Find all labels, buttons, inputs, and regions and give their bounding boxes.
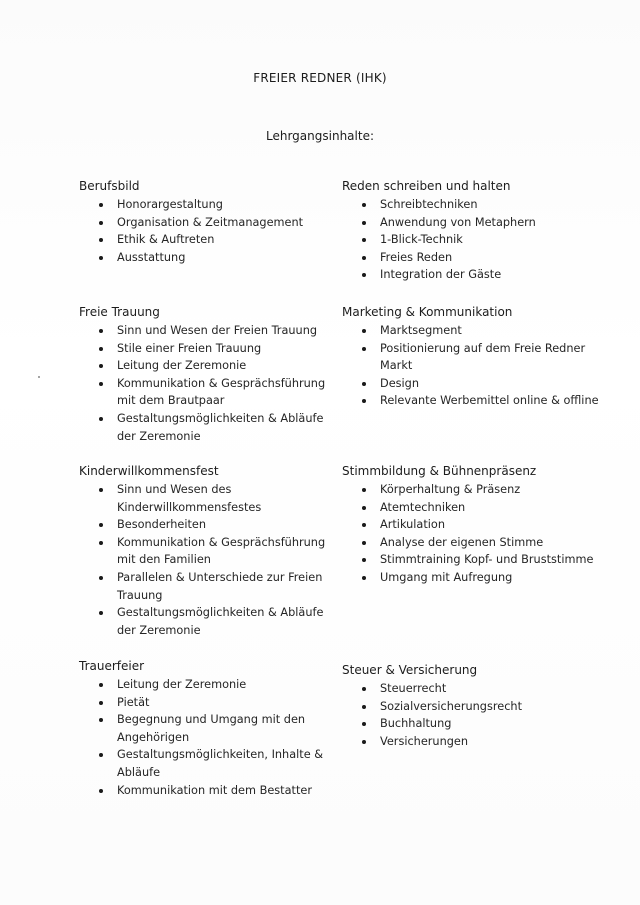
section-kinderwillkommensfest [79, 462, 334, 639]
section-heading: Berufsbild [79, 179, 140, 193]
list-item-text: Design [380, 376, 420, 390]
list-item-text: Marktsegment [380, 324, 462, 337]
list-item [79, 516, 334, 534]
bullet-icon [362, 256, 366, 260]
list-item [342, 266, 602, 284]
bullet-icon [99, 789, 103, 793]
list-item-text: Buchhaltung [380, 717, 452, 731]
bullet-list [79, 196, 334, 266]
list-item [342, 214, 602, 232]
bullet-icon [362, 705, 366, 709]
bullet-icon [99, 683, 103, 687]
list-item [79, 694, 334, 712]
list-item-text: Gestaltungsmöglichkeiten & Abläufe der Zeremonie [117, 411, 324, 443]
list-item [79, 357, 334, 375]
list-item [342, 551, 602, 569]
bullet-icon [99, 488, 103, 492]
document-subtitle: Lehrgangsinhalte: [266, 129, 374, 143]
list-item [79, 534, 334, 569]
bullet-icon [362, 687, 366, 691]
list-item-text: Gestaltungsmöglichkeiten & Abläufe der Zeremonie [117, 606, 324, 637]
section-reden-schreiben [342, 177, 602, 284]
section-marketing [342, 303, 602, 410]
list-item-text: Anwendung von Metaphern [380, 215, 536, 229]
section-berufsbild [79, 177, 334, 266]
bullet-icon [99, 718, 103, 722]
list-item [79, 410, 334, 445]
list-item-text: Leitung der Zeremonie [117, 359, 247, 373]
list-item-text: Besonderheiten [117, 518, 207, 532]
list-item [342, 392, 602, 410]
list-item [79, 322, 334, 340]
bullet-icon [362, 203, 366, 207]
bullet-icon [362, 506, 366, 510]
list-item-text: Schreibtechniken [380, 198, 478, 211]
list-item [342, 680, 602, 698]
list-item-text: Pietät [117, 695, 150, 709]
list-item [342, 534, 602, 552]
section-heading: Freie Trauung [79, 305, 160, 319]
list-item-text: Artikulation [380, 518, 445, 532]
bullet-list [342, 680, 602, 750]
bullet-icon [99, 701, 103, 705]
bullet-icon [362, 541, 366, 545]
list-item-text: Parallelen & Unterschiede zur Freien Trauung [117, 570, 323, 602]
bullet-icon [99, 753, 103, 757]
list-item [342, 516, 602, 534]
list-item [79, 782, 334, 800]
bullet-icon [99, 364, 103, 368]
list-item-text: Positionierung auf dem Freie Redner Markt [380, 341, 586, 373]
list-item [79, 711, 334, 746]
list-item-text: Gestaltungsmöglichkeiten, Inhalte & Abläufe [117, 748, 324, 779]
list-item [79, 676, 334, 694]
list-item-text: Umgang mit Aufregung [380, 570, 513, 584]
section-heading: Marketing & Kommunikation [342, 305, 513, 319]
section-heading: Stimmbildung & Bühnenpräsenz [342, 464, 537, 478]
list-item-text: Honorargestaltung [117, 198, 223, 211]
document-title: FREIER REDNER (IHK) [253, 71, 387, 85]
list-item [342, 249, 602, 267]
list-item [342, 196, 602, 214]
section-steuer [342, 661, 602, 750]
list-item-text: Kommunikation mit dem Bestatter [117, 783, 312, 797]
bullet-list [79, 481, 334, 639]
list-item [79, 231, 334, 249]
bullet-list [342, 322, 602, 410]
bullet-icon [99, 576, 103, 580]
bullet-icon [362, 523, 366, 527]
list-item [342, 715, 602, 733]
list-item-text: Organisation & Zeitmanagement [117, 215, 304, 229]
bullet-icon [99, 203, 103, 207]
list-item-text: Atemtechniken [380, 500, 466, 514]
list-item [342, 499, 602, 517]
bullet-icon [99, 382, 103, 386]
list-item [342, 569, 602, 587]
bullet-icon [362, 238, 366, 242]
list-item [79, 340, 334, 358]
list-item [342, 340, 602, 375]
bullet-icon [362, 221, 366, 225]
list-item-text: Kommunikation & Gesprächsführung mit dem Brautpaar [117, 376, 326, 408]
list-item-text: Körperhaltung & Präsenz [380, 483, 521, 496]
list-item [342, 231, 602, 249]
list-item-text: Integration der Gäste [380, 268, 502, 282]
bullet-icon [362, 273, 366, 277]
section-heading: Trauerfeier [79, 659, 145, 673]
bullet-icon [362, 488, 366, 492]
list-item-text: Relevante Werbemittel online & offline [380, 394, 599, 408]
list-item [79, 196, 334, 214]
bullet-icon [362, 382, 366, 386]
list-item-text: Begegnung und Umgang mit den Angehörigen [117, 713, 306, 744]
bullet-icon [99, 256, 103, 260]
list-item-text: 1-Blick-Technik [380, 233, 463, 247]
list-item [79, 481, 334, 516]
bullet-icon [362, 740, 366, 744]
bullet-icon [362, 576, 366, 580]
list-item [79, 214, 334, 232]
list-item-text: Leitung der Zeremonie [117, 678, 247, 691]
list-item-text: Freies Reden [380, 250, 453, 264]
list-item-text: Steuerrecht [380, 682, 447, 695]
list-item-text: Stile einer Freien Trauung [117, 341, 262, 355]
list-item-text: Analyse der eigenen Stimme [380, 535, 544, 549]
list-item-text: Ausstattung [117, 250, 186, 264]
list-item [342, 322, 602, 340]
bullet-icon [99, 347, 103, 351]
section-heading: Kinderwillkommensfest [79, 464, 219, 478]
bullet-list [79, 676, 334, 799]
list-item-text: Sinn und Wesen der Freien Trauung [117, 324, 318, 337]
bullet-icon [99, 221, 103, 225]
bullet-icon [99, 238, 103, 242]
bullet-icon [99, 523, 103, 527]
section-heading: Steuer & Versicherung [342, 663, 478, 677]
list-item [79, 249, 334, 267]
bullet-icon [362, 558, 366, 562]
list-item-text: Sozialversicherungsrecht [380, 699, 523, 713]
section-stimmbildung [342, 462, 602, 587]
list-item [79, 375, 334, 410]
list-item-text: Versicherungen [380, 734, 469, 748]
list-item [79, 569, 334, 604]
list-item [342, 698, 602, 716]
bullet-icon [99, 541, 103, 545]
list-item-text: Stimmtraining Kopf- und Bruststimme [380, 553, 594, 567]
list-item [79, 746, 334, 781]
bullet-list [342, 481, 602, 587]
list-item [342, 733, 602, 751]
section-trauerfeier [79, 657, 334, 799]
bullet-icon [99, 329, 103, 333]
list-item-text: Sinn und Wesen des Kinderwillkommensfestes [117, 483, 262, 514]
bullet-icon [362, 722, 366, 726]
list-item-text: Kommunikation & Gesprächsführung mit den Familien [117, 535, 326, 567]
bullet-list [79, 322, 334, 445]
list-item [342, 375, 602, 393]
list-item-text: Ethik & Auftreten [117, 233, 215, 247]
bullet-icon [362, 329, 366, 333]
scan-speck [38, 376, 40, 378]
section-freie-trauung [79, 303, 334, 445]
bullet-icon [362, 347, 366, 351]
section-heading: Reden schreiben und halten [342, 179, 511, 193]
list-item [79, 604, 334, 639]
list-item [342, 481, 602, 499]
bullet-icon [99, 417, 103, 421]
bullet-list [342, 196, 602, 284]
bullet-icon [99, 611, 103, 615]
bullet-icon [362, 399, 366, 403]
